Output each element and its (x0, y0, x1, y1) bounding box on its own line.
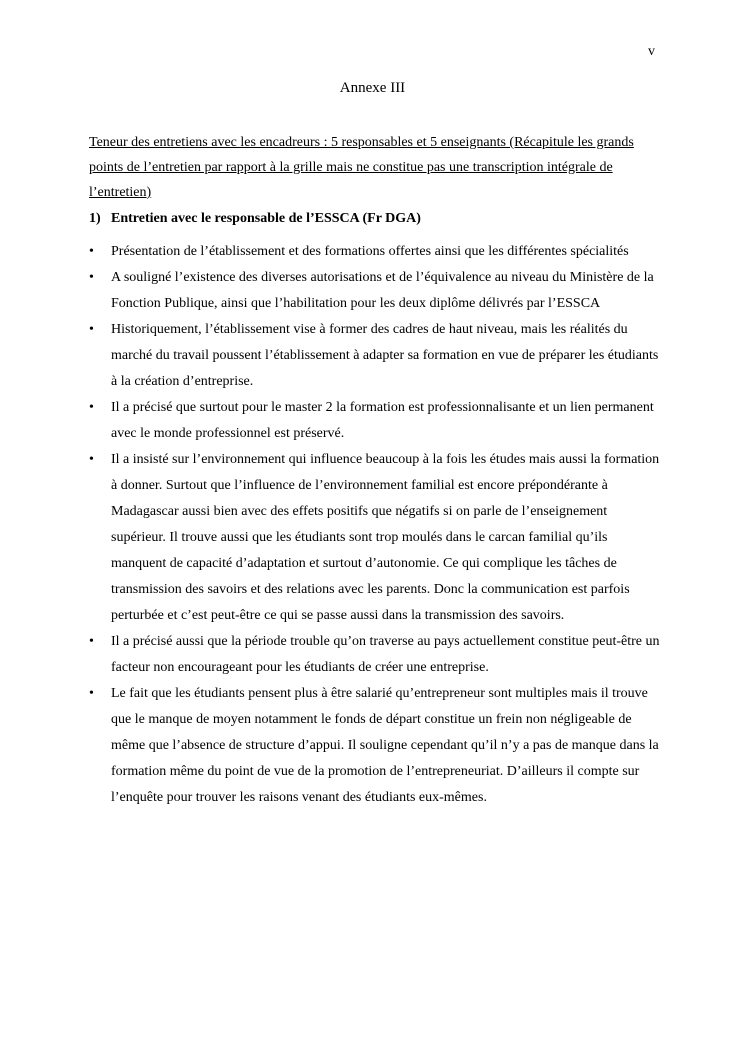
bullet-icon: • (89, 634, 94, 649)
list-item (89, 629, 661, 681)
intro-paragraph: Teneur des entretiens avec les encadreurs : 5 responsables et 5 enseignants (Récapitule les grands points de l’entretien par rapport à la grille mais ne constitue pas une transcription intégrale de l’entretien) (89, 135, 634, 200)
bullet-icon: • (89, 686, 94, 701)
list-item-text: Il a précisé que surtout pour le master 2 la formation est professionnalisante et un lien permanent avec le monde professionnel est préservé. (111, 400, 654, 441)
list-item-text: Il a précisé aussi que la période trouble qu’on traverse au pays actuellement constitue peut-être un facteur non encourageant pour les étudiants de créer une entreprise. (111, 634, 660, 675)
list-item (89, 239, 661, 265)
list-item-text: Le fait que les étudiants pensent plus à être salarié qu’entrepreneur sont multiples mais il trouve que le manque de moyen notamment le fonds de départ constitue un frein non négligeable de même que l’absence de structure d’appui. Il souligne cependant qu’il n’y a pas de manque dans la formation même du point de vue de la promotion de l’entrepreneuriat. D’ailleurs il compte sur l’enquête pour trouver les raisons venant des étudiants eux-mêmes. (111, 686, 659, 805)
section-title: Entretien avec le responsable de l’ESSCA (Fr DGA) (111, 211, 421, 226)
bullet-icon: • (89, 452, 94, 467)
section-number: 1) (89, 211, 101, 226)
list-item-text: Il a insisté sur l’environnement qui influence beaucoup à la fois les études mais aussi la formation à donner. Surtout que l’influence de l’environnement familial est encore prépondérante à Madagascar aussi bien avec des effets positifs que négatifs si on parle de l’enseignement supérieur. Il trouve aussi que les étudiants sont trop moulés dans le carcan familial qu’ils manquent de capacité d’adaptation et surtout d’autonomie. Ce qui complique les tâches de transmission des savoirs et des relations avec les parents. Donc la communication est parfois perturbée et c’est peut-être ce qui se passe aussi dans la transmission des savoirs. (111, 452, 660, 623)
bullet-icon: • (89, 244, 94, 259)
bullet-icon: • (89, 400, 94, 415)
list-item (89, 317, 661, 395)
annex-title: Annexe III (339, 80, 406, 96)
list-item (89, 395, 661, 447)
list-item (89, 681, 661, 811)
list-item (89, 447, 661, 629)
bullet-icon: • (89, 270, 94, 285)
bullet-icon: • (89, 322, 94, 337)
bullet-list (89, 239, 661, 811)
list-item-text: Historiquement, l’établissement vise à former des cadres de haut niveau, mais les réalités du marché du travail poussent l’établissement à adapter sa formation en vue de préparer les étudiants à la création d’entreprise. (111, 322, 659, 389)
page-number: v (648, 44, 655, 59)
list-item-text: A souligné l’existence des diverses autorisations et de l’équivalence au niveau du Ministère de la Fonction Publique, ainsi que l’habilitation pour les deux diplôme délivrés par l’ESSCA (111, 270, 654, 311)
section-heading (89, 206, 659, 231)
list-item-text: Présentation de l’établissement et des formations offertes ainsi que les différentes spécialités (111, 244, 629, 259)
list-item (89, 265, 661, 317)
